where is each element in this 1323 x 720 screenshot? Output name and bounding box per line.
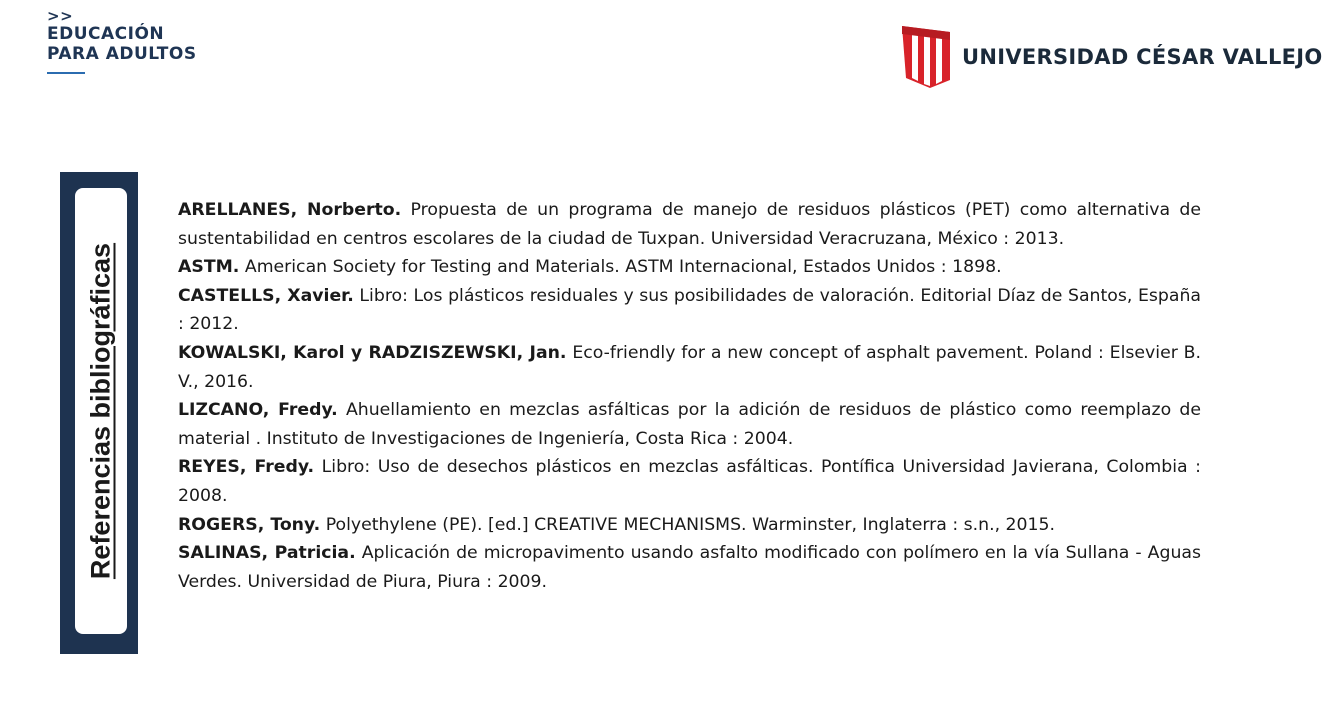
reference-author: ARELLANES, Norberto. (178, 200, 402, 220)
brand-line-2: PARA ADULTOS (47, 44, 197, 64)
reference-author: REYES, Fredy. (178, 457, 315, 478)
reference-author: ROGERS, Tony. (178, 514, 321, 535)
reference-text: Propuesta de un programa de manejo de residuos plásticos (PET) como alternativa de sustentabilidad en centros escolares de la ciudad de Tuxpan. Universidad Veracruzana, México : 2013. (178, 200, 1201, 249)
brand-underline (47, 72, 85, 74)
reference-author: KOWALSKI, Karol y RADZISZEWSKI, Jan. (178, 342, 567, 363)
reference-entry (178, 196, 1201, 253)
reference-text: Eco-friendly for a new concept of asphalt pavement. Poland : Elsevier B. V., 2016. (178, 342, 1201, 392)
reference-entry (178, 253, 1201, 282)
reference-author: LIZCANO, Fredy. (178, 400, 338, 421)
reference-author: CASTELLS, Xavier. (178, 285, 354, 306)
reference-entry (178, 396, 1201, 453)
reference-text: Libro: Los plásticos residuales y sus posibilidades de valoración. Editorial Díaz de Santos, España : 2012. (178, 285, 1201, 335)
university-shield-icon (900, 22, 952, 88)
reference-author: ASTM. (178, 257, 240, 278)
reference-entry (178, 339, 1201, 396)
reference-text: Ahuellamiento en mezclas asfálticas por la adición de residuos de plástico como reemplazo de material . Instituto de Investigaciones de Ingeniería, Costa Rica : 2004. (178, 400, 1201, 449)
reference-author: SALINAS, Patricia. (178, 543, 356, 564)
references-list (178, 196, 1201, 596)
university-logo (900, 22, 952, 88)
brand-arrows: >> (47, 7, 74, 25)
section-title: Referencias bibliográficas (85, 242, 116, 580)
reference-entry (178, 539, 1201, 596)
reference-text: Libro: Uso de desechos plásticos en mezclas asfálticas. Pontífica Universidad Javierana, Colombia : 2008. (178, 457, 1201, 506)
university-name: UNIVERSIDAD CÉSAR VALLEJO (962, 45, 1323, 69)
reference-text: Aplicación de micropavimento usando asfalto modificado con polímero en la vía Sullana - Aguas Verdes. Universidad de Piura, Piura : 2009. (178, 543, 1201, 592)
brand-line-1: EDUCACIÓN (47, 24, 165, 44)
reference-entry (178, 511, 1201, 540)
reference-text: American Society for Testing and Materials. ASTM Internacional, Estados Unidos : 1898. (239, 257, 1002, 278)
reference-entry (178, 282, 1201, 339)
reference-text: Polyethylene (PE). [ed.] CREATIVE MECHANISMS. Warminster, Inglaterra : s.n., 2015. (320, 514, 1056, 535)
education-brand (47, 8, 197, 74)
reference-entry (178, 453, 1201, 510)
